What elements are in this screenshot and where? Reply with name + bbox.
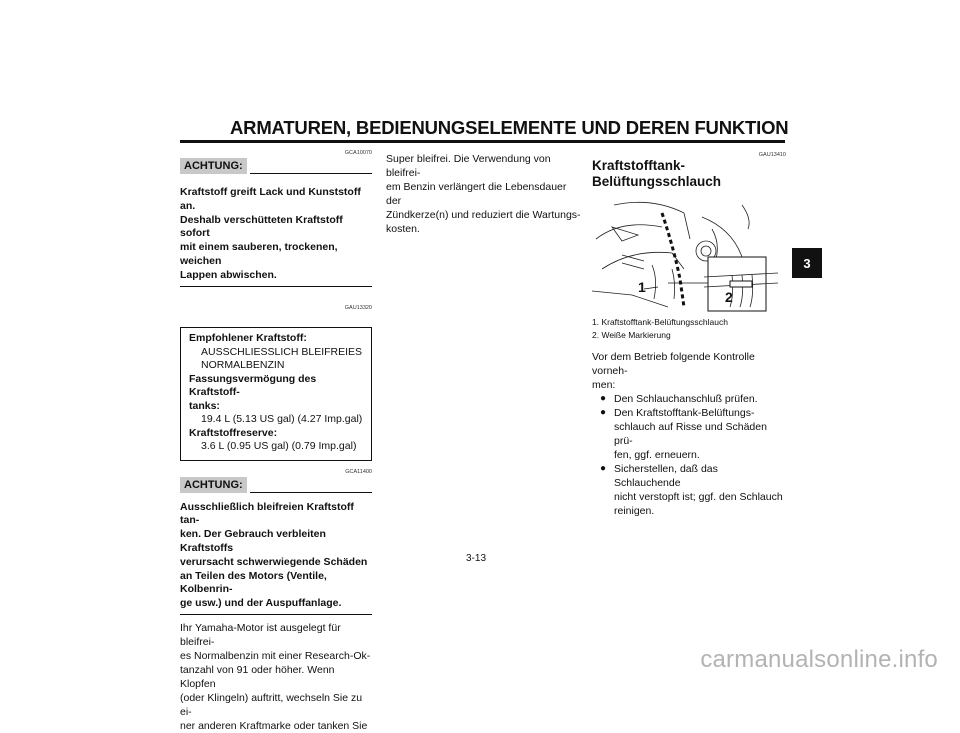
figure-drawing: [592, 199, 786, 315]
achtung-heading: [180, 158, 372, 174]
achtung-rule: [250, 492, 372, 493]
recommended-fuel-label: Empfohlener Kraftstoff:: [189, 332, 307, 345]
fuel-tank-breather-hose-figure: [592, 199, 786, 315]
page-number: 3-13: [466, 553, 487, 564]
column-2: Super bleifrei. Die Verwendung von bleifrei- em Benzin verlängert die Lebensdauer der Zündkerze(n) und reduziert die Wartungs- kosten.: [386, 153, 581, 235]
bullet-icon: ●: [600, 393, 607, 404]
figure-callout-2: 2: [725, 289, 733, 305]
bullet-icon: ●: [600, 463, 607, 474]
achtung-label: ACHTUNG:: [180, 158, 247, 174]
paragraph-fuel-octane: Ihr Yamaha-Motor ist ausgelegt für bleifrei- es Normalbenzin mit einer Research-Ok- tanzahl von 91 oder höher. Wenn Klopfen (oder Klingeln) auftritt, wechseln Sie zu ei- ner anderen Kraftmarke oder tanken Sie: [180, 622, 371, 733]
column-3: [592, 152, 786, 518]
reference-code: GAU13410: [758, 152, 786, 158]
fuel-reserve-label: Kraftstoffreserve:: [189, 426, 278, 439]
tank-capacity-value: 19.4 L (5.13 US gal) (4.27 Imp.gal): [201, 413, 363, 426]
column-1: [180, 150, 372, 733]
list-item: ● Den Schlauchanschluß prüfen.: [600, 393, 758, 405]
reference-code: GCA10070: [344, 150, 372, 156]
check-list: [592, 392, 786, 518]
figure-callout-1: 1: [638, 279, 646, 295]
reference-code: GAU13320: [344, 305, 372, 312]
warning-end-rule: [180, 614, 372, 616]
header-rule: [180, 140, 785, 143]
watermark-text[interactable]: carmanualsonline.info: [700, 646, 938, 673]
page-header-title: ARMATUREN, BEDIENUNGSELEMENTE UND DEREN FUNKTION: [230, 117, 789, 138]
achtung-heading: [180, 477, 372, 493]
list-item: ● Sicherstellen, daß das Schlauchende nicht verstopft ist; ggf. den Schlauch reinigen.: [600, 463, 783, 517]
warning-text-unleaded: Ausschließlich bleifreien Kraftstoff tan- ken. Der Gebrauch verbleiten Kraftstoffs verursacht schwerwiegende Schäden an Teilen des Motors (Ventile, Kolbenrin- ge usw.) und der Auspuffanlage.: [180, 500, 368, 610]
figure-captions: 1. Kraftstofftank-Belüftungsschlauch 2. Weiße Markierung: [592, 317, 728, 340]
breather-hose-drawing: [662, 213, 684, 307]
check-intro: Vor dem Betrieb folgende Kontrolle vorneh- men:: [592, 351, 755, 391]
warning-text-paint: Kraftstoff greift Lack und Kunststoff an. Deshalb verschütteten Kraftstoff sofort mit einem sauberen, trockenen, weichen Lappen abwischen.: [180, 186, 361, 281]
achtung-label: ACHTUNG:: [180, 477, 247, 493]
section-title: Kraftstofftank- Belüftungsschlauch: [592, 158, 722, 189]
list-item: ● Den Kraftstofftank-Belüftungs- schlauch auf Risse und Schäden prü- fen, ggf. erneuern.: [600, 407, 767, 461]
recommended-fuel-value: NORMALBENZIN: [201, 359, 285, 372]
chapter-tab[interactable]: 3: [792, 248, 822, 278]
fuel-spec-box: [180, 327, 372, 461]
reference-code: GCA11400: [345, 468, 372, 475]
achtung-rule: [250, 173, 372, 174]
fuel-reserve-value: 3.6 L (0.95 US gal) (0.79 Imp.gal): [201, 440, 357, 453]
tank-capacity-label: Fassungsvermögung des Kraftstoff-: [189, 372, 317, 399]
warning-end-rule: [180, 286, 372, 288]
recommended-fuel-value: AUSSCHLIESSLICH BLEIFREIES: [201, 345, 363, 358]
tank-capacity-label: tanks:: [189, 399, 220, 412]
bullet-icon: ●: [600, 407, 607, 418]
